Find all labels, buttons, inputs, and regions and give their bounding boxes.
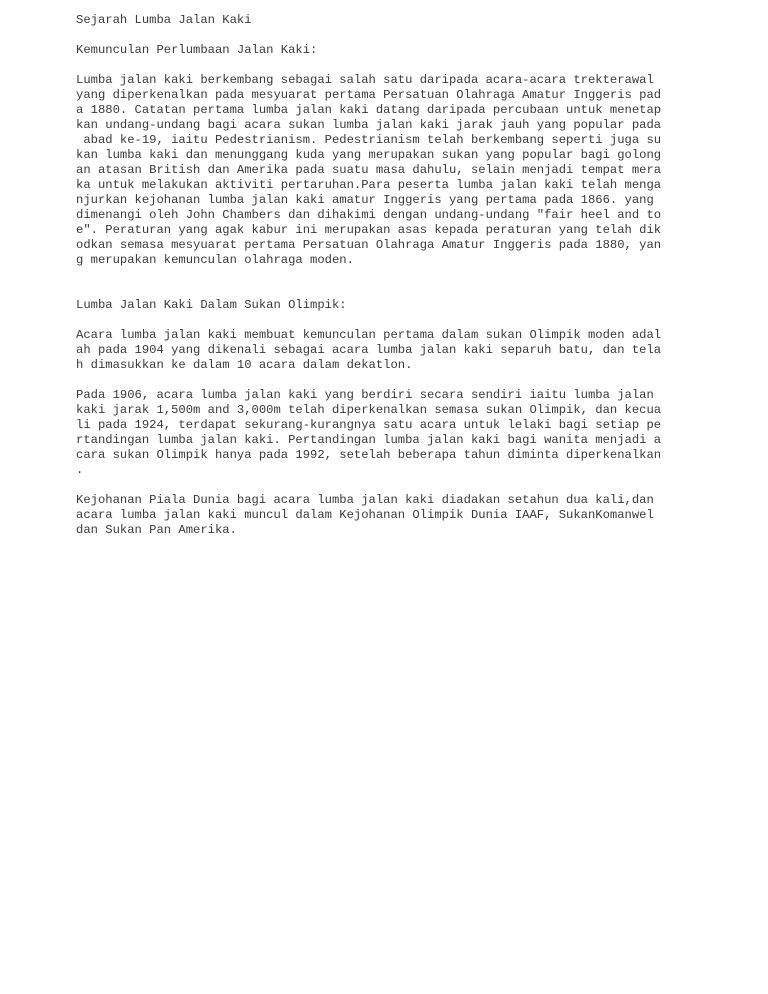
paragraph-line: Kejohanan Piala Dunia bagi acara lumba jalan kaki diadakan setahun dua kali,dan (76, 493, 654, 507)
paragraph-line: a 1880. Catatan pertama lumba jalan kaki datang daripada percubaan untuk menetap (76, 103, 662, 117)
paragraph-line: li pada 1924, terdapat sekurang-kurangnya satu acara untuk lelaki bagi setiap pe (76, 418, 662, 432)
section-heading-emergence: Kemunculan Perlumbaan Jalan Kaki: (76, 43, 318, 57)
paragraph-line: acara lumba jalan kaki muncul dalam Kejohanan Olimpik Dunia IAAF, SukanKomanwel (76, 508, 654, 522)
paragraph-line: Lumba jalan kaki berkembang sebagai salah satu daripada acara-acara trekterawal (76, 73, 654, 87)
document-title: Sejarah Lumba Jalan Kaki (76, 13, 252, 27)
paragraph-line: kan lumba kaki dan menunggang kuda yang merupakan sukan yang popular bagi golong (76, 148, 662, 162)
paragraph-line: dan Sukan Pan Amerika. (76, 523, 237, 537)
paragraph-line: kan undang-undang bagi acara sukan lumba jalan kaki jarak jauh yang popular pada (76, 118, 662, 132)
paragraph-line: njurkan kejohanan lumba jalan kaki amatur Inggeris yang pertama pada 1866. yang (76, 193, 654, 207)
paragraph-line: ka untuk melakukan aktiviti pertaruhan.Para peserta lumba jalan kaki telah menga (76, 178, 662, 192)
paragraph-line: an atasan British dan Amerika pada suatu masa dahulu, selain menjadi tempat mera (76, 163, 662, 177)
paragraph-line: ah pada 1904 yang dikenali sebagai acara lumba jalan kaki separuh batu, dan tela (76, 343, 662, 357)
paragraph-line: dimenangi oleh John Chambers dan dihakimi dengan undang-undang "fair heel and to (76, 208, 662, 222)
paragraph-1906-events (76, 388, 696, 478)
section-heading-olympics: Lumba Jalan Kaki Dalam Sukan Olimpik: (76, 298, 347, 312)
paragraph-line: rtandingan lumba jalan kaki. Pertandingan lumba jalan kaki bagi wanita menjadi a (76, 433, 662, 447)
paragraph-line: h dimasukkan ke dalam 10 acara dalam dekatlon. (76, 358, 413, 372)
paragraph-world-cup (76, 493, 696, 538)
paragraph-line: . (76, 463, 84, 477)
paragraph-olympic-debut (76, 328, 696, 373)
paragraph-line: abad ke-19, iaitu Pedestrianism. Pedestrianism telah berkembang seperti juga su (76, 133, 662, 147)
paragraph-line: kaki jarak 1,500m and 3,000m telah diperkenalkan semasa sukan Olimpik, dan kecua (76, 403, 662, 417)
paragraph-line: Pada 1906, acara lumba jalan kaki yang berdiri secara sendiri iaitu lumba jalan (76, 388, 654, 402)
paragraph-line: yang diperkenalkan pada mesyuarat pertama Persatuan Olahraga Amatur Inggeris pad (76, 88, 662, 102)
paragraph-line: g merupakan kemunculan olahraga moden. (76, 253, 354, 267)
paragraph-line: cara sukan Olimpik hanya pada 1992, setelah beberapa tahun diminta diperkenalkan (76, 448, 662, 462)
paragraph-emergence (76, 73, 696, 268)
paragraph-line: odkan semasa mesyuarat pertama Persatuan Olahraga Amatur Inggeris pada 1880, yan (76, 238, 662, 252)
paragraph-line: Acara lumba jalan kaki membuat kemunculan pertama dalam sukan Olimpik moden adal (76, 328, 662, 342)
document-page (76, 13, 696, 538)
paragraph-line: e". Peraturan yang agak kabur ini merupakan asas kepada peraturan yang telah dik (76, 223, 662, 237)
